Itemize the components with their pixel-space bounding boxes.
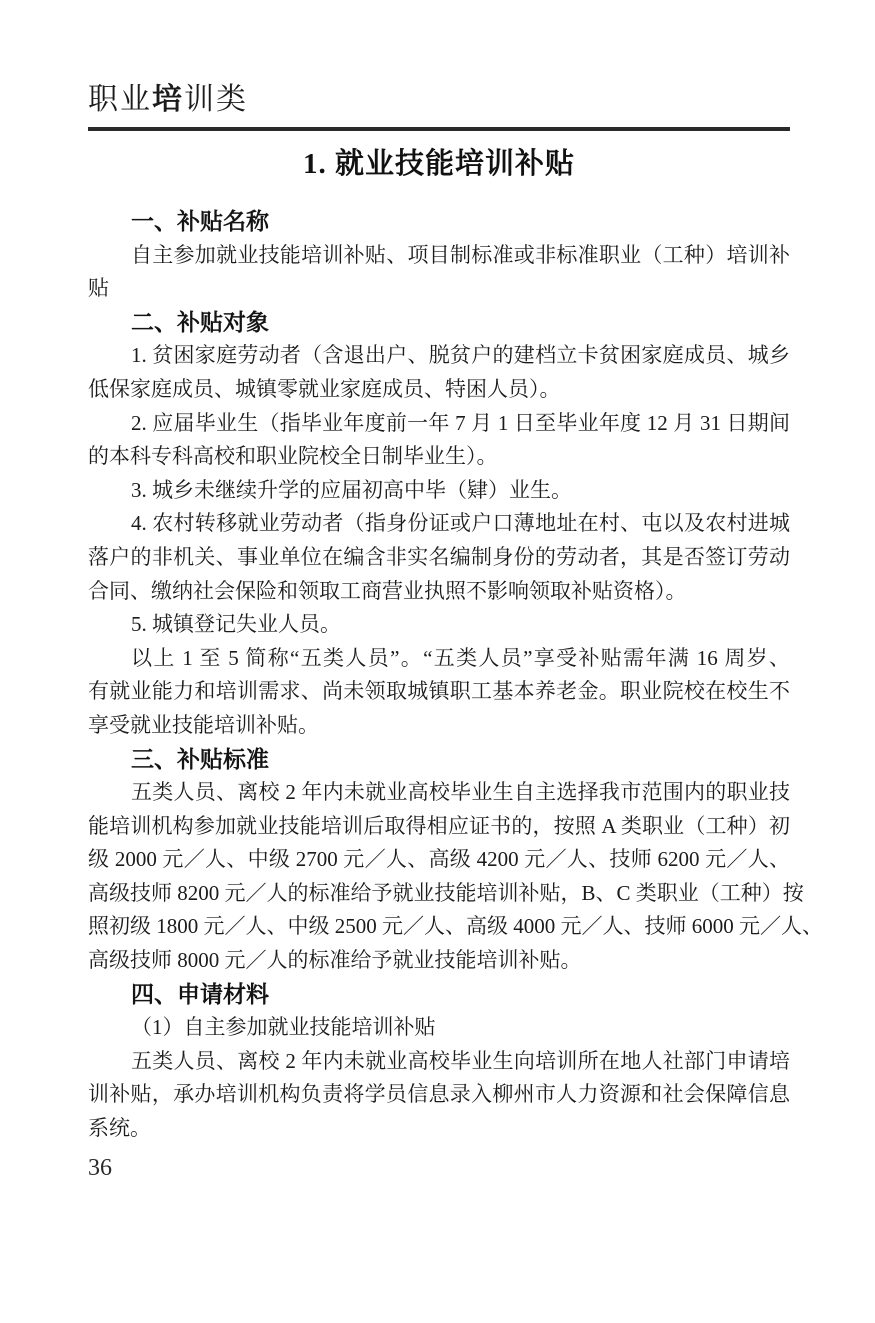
section-heading-subsidy-targets: 二、补贴对象: [131, 308, 269, 335]
list-item-line: 落户的非机关、事业单位在编含非实名编制身份的劳动者，其是否签订劳动: [88, 544, 790, 569]
paragraph-line: 高级技师 8200 元／人的标准给予就业技能培训补贴，B、C 类职业（工种）按: [88, 880, 804, 905]
section-heading-subsidy-name: 一、补贴名称: [131, 208, 269, 234]
document-body: [88, 205, 823, 1146]
page-header-text-emphasis: 培: [152, 83, 184, 116]
list-item-line: 2. 应届毕业生（指毕业年度前一年 7 月 1 日至毕业年度 12 月 31 日期间: [131, 410, 790, 435]
page-header-text-pre: 职业: [88, 83, 152, 116]
header-rule: [88, 127, 790, 131]
paragraph-line: 高级技师 8000 元／人的标准给予就业技能培训补贴。: [88, 948, 582, 973]
page-header: [88, 82, 790, 118]
section-heading-subsidy-standard: 三、补贴标准: [131, 745, 269, 772]
document-title: 1. 就业技能培训补贴: [302, 148, 575, 180]
paragraph-line: 级 2000 元／人、中级 2700 元／人、高级 4200 元／人、技师 6200 元／人、: [88, 847, 790, 872]
paragraph-line: 以上 1 至 5 简称“五类人员”。“五类人员”享受补贴需年满 16 周岁、: [131, 645, 790, 670]
paragraph-line: （1）自主参加就业技能培训补贴: [131, 1015, 436, 1040]
list-item-line: 合同、缴纳社会保险和领取工商营业执照不影响领取补贴资格）。: [88, 578, 687, 603]
page-number: 36: [88, 1154, 112, 1181]
page-header-text-post: 训类: [184, 83, 248, 116]
paragraph-line: 五类人员、离校 2 年内未就业高校毕业生自主选择我市范围内的职业技: [131, 780, 790, 805]
paragraph-line: 五类人员、离校 2 年内未就业高校毕业生向培训所在地人社部门申请培: [131, 1048, 790, 1073]
paragraph-line: 享受就业技能培训补贴。: [88, 712, 319, 737]
list-item-line: 1. 贫困家庭劳动者（含退出户、脱贫户的建档立卡贫困家庭成员、城乡: [131, 343, 790, 368]
list-item-line: 3. 城乡未继续升学的应届初高中毕（肄）业生。: [131, 477, 572, 502]
list-item-line: 低保家庭成员、城镇零就业家庭成员、特困人员）。: [88, 376, 561, 401]
paragraph-line: 系统。: [88, 1116, 151, 1141]
section-heading-application-materials: 四、申请材料: [131, 980, 269, 1007]
list-item-line: 的本科专科高校和职业院校全日制毕业生）。: [88, 444, 498, 469]
paragraph-line: 有就业能力和培训需求、尚未领取城镇职工基本养老金。职业院校在校生不: [88, 679, 790, 704]
list-item-line: 4. 农村转移就业劳动者（指身份证或户口薄地址在村、屯以及农村进城: [131, 511, 790, 536]
paragraph-line: 自主参加就业技能培训补贴、项目制标准或非标准职业（工种）培训补: [131, 242, 790, 267]
document-page: [0, 82, 875, 1323]
paragraph-line: 训补贴，承办培训机构负责将学员信息录入柳州市人力资源和社会保障信息: [88, 1082, 790, 1107]
paragraph-line: 能培训机构参加就业技能培训后取得相应证书的，按照 A 类职业（工种）初: [88, 813, 790, 838]
paragraph-line: 贴: [88, 276, 109, 301]
list-item-line: 5. 城镇登记失业人员。: [131, 612, 341, 637]
paragraph-line: 照初级 1800 元／人、中级 2500 元／人、高级 4000 元／人、技师 6000 元／人、: [88, 914, 823, 939]
